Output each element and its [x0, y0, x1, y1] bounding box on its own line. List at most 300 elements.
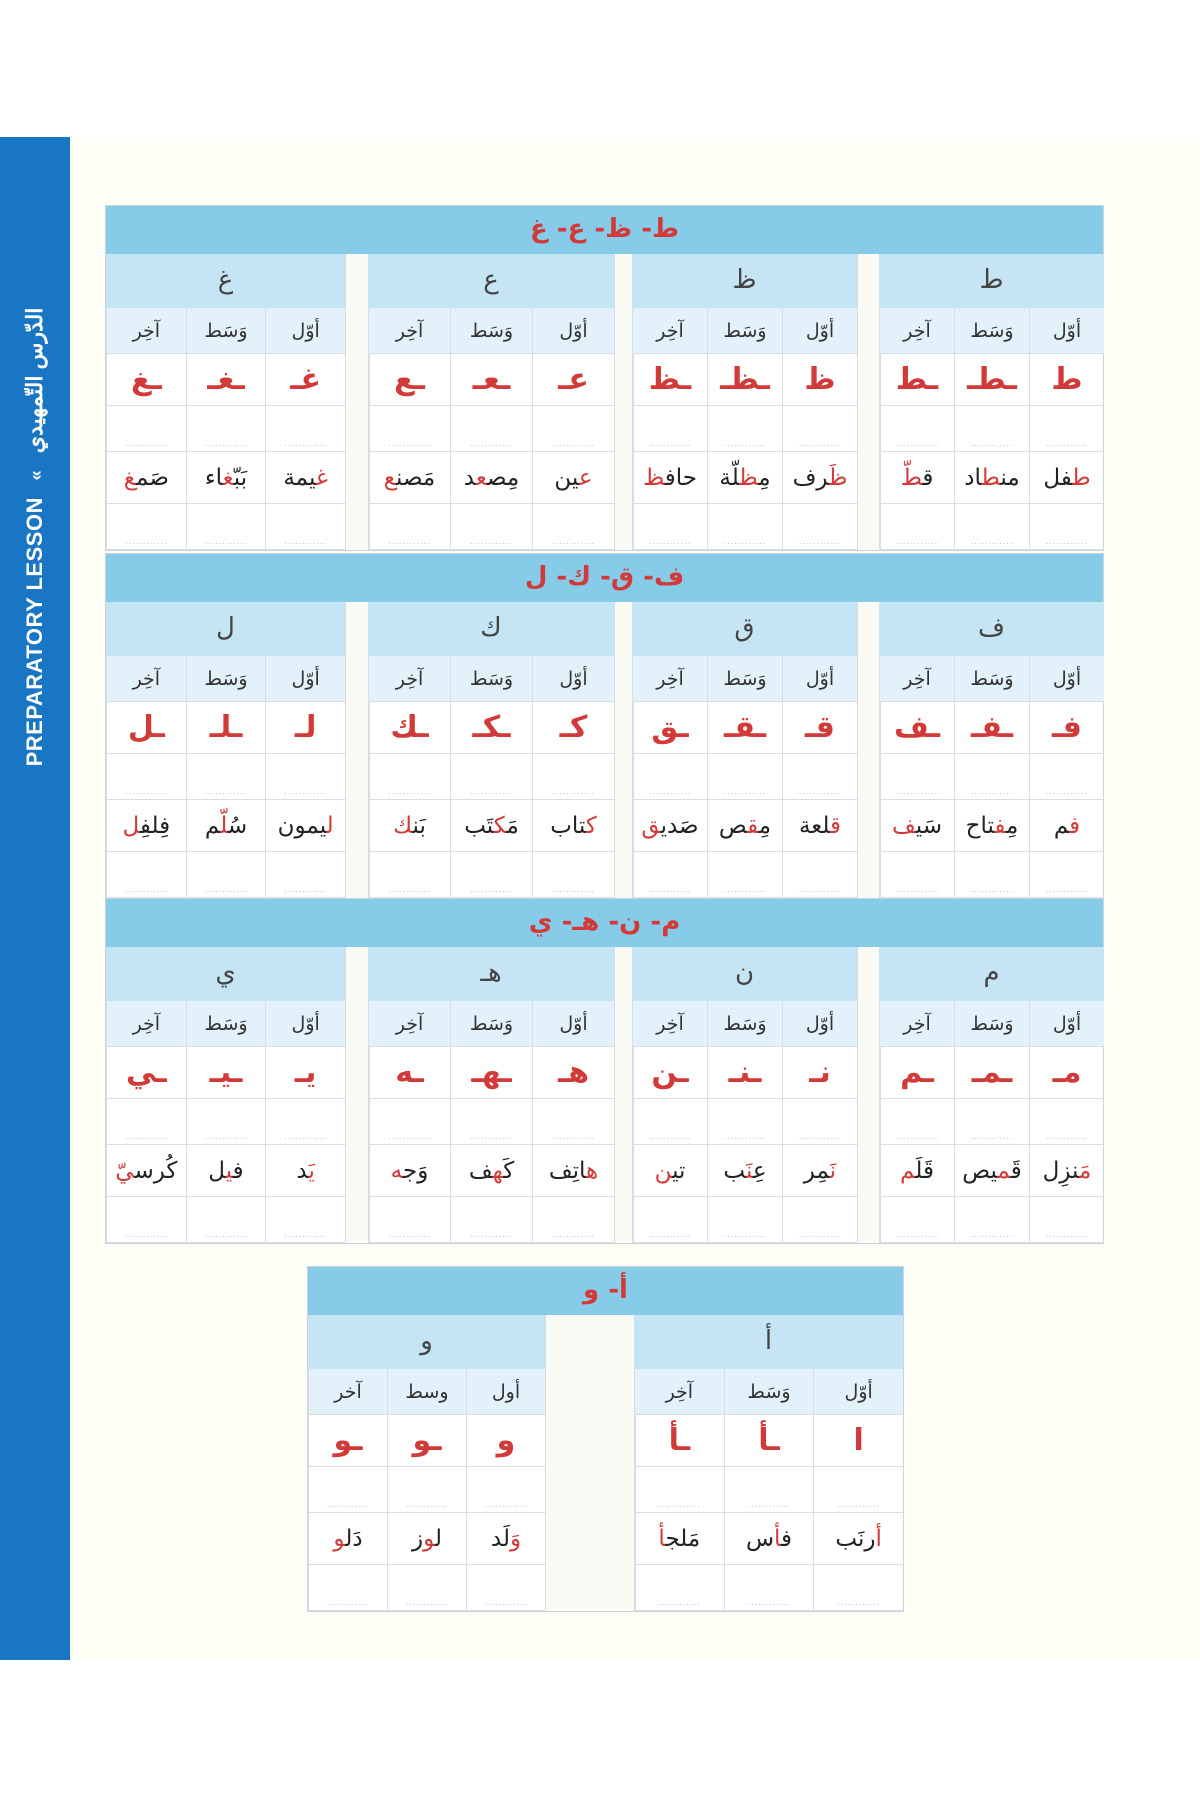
word-highlighted-letter: ظ [829, 465, 848, 491]
writing-line[interactable] [879, 406, 954, 452]
writing-line[interactable] [186, 406, 266, 452]
letter-form: هـ [532, 1047, 614, 1099]
writing-line[interactable] [954, 754, 1029, 800]
word-highlighted-letter: ع [578, 465, 593, 491]
letter-group [879, 947, 1104, 1243]
writing-line[interactable] [186, 754, 266, 800]
position-label: آخِر [106, 308, 186, 354]
writing-line[interactable] [782, 504, 857, 550]
position-label: وَسَط [707, 308, 782, 354]
letter-form: ـلـ [186, 702, 266, 754]
word-text [464, 813, 519, 839]
writing-line[interactable] [265, 406, 345, 452]
word-part: د [463, 465, 476, 491]
word-text [962, 1158, 1021, 1184]
word-text [1043, 1158, 1092, 1184]
example-word [106, 800, 186, 852]
writing-line[interactable] [813, 1565, 903, 1611]
example-word [707, 452, 782, 504]
word-highlighted-letter: ظ [739, 465, 759, 491]
position-label: وَسَط [724, 1369, 814, 1415]
example-word [707, 800, 782, 852]
word-text [278, 813, 334, 839]
word-text [550, 813, 597, 839]
letter-form: ـكـ [450, 702, 532, 754]
word-part: يمون [277, 813, 327, 839]
writing-line[interactable] [186, 504, 266, 550]
writing-line[interactable] [387, 1467, 466, 1513]
word-highlighted-letter: ن [654, 1158, 673, 1184]
word-part: اد [964, 465, 982, 491]
letter-form: ط [1029, 354, 1104, 406]
writing-line[interactable] [1029, 852, 1104, 898]
word-text [283, 465, 328, 491]
writing-line[interactable] [707, 504, 782, 550]
example-word [724, 1513, 814, 1565]
example-word [879, 800, 954, 852]
letter-form: قـ [782, 702, 857, 754]
letter-block [307, 1266, 904, 1612]
writing-line[interactable] [450, 1197, 532, 1243]
word-part: فِلفِ [139, 813, 171, 839]
writing-line[interactable] [782, 852, 857, 898]
word-text [554, 465, 592, 491]
word-part: كَ [503, 1158, 515, 1184]
word-part: م [1053, 813, 1070, 839]
word-text [719, 465, 770, 491]
group-letter: ق [632, 602, 857, 657]
position-label: أول [466, 1369, 545, 1415]
word-text [122, 813, 170, 839]
writing-line[interactable] [265, 504, 345, 550]
word-part: مَلج [665, 1526, 701, 1552]
writing-line[interactable] [450, 1099, 532, 1145]
word-highlighted-letter: أ [658, 1526, 666, 1552]
word-highlighted-letter: ع [475, 465, 487, 491]
group-gap [345, 254, 370, 550]
word-part: تاب [550, 813, 586, 839]
position-label: أوّل [532, 656, 614, 702]
word-text [491, 1526, 521, 1552]
writing-line[interactable] [368, 406, 450, 452]
group-gap [857, 947, 881, 1243]
writing-line[interactable] [879, 852, 954, 898]
writing-line[interactable] [707, 1197, 782, 1243]
word-part: صَم [136, 465, 169, 491]
position-label: آخِر [634, 1369, 724, 1415]
word-part: ز [411, 1526, 424, 1552]
letter-group [368, 602, 614, 898]
example-word [532, 452, 614, 504]
word-text [892, 813, 942, 839]
block-header: ف- ق- ك- ل [106, 554, 1103, 603]
letter-form: غـ [265, 354, 345, 406]
word-highlighted-letter: ن [745, 1158, 753, 1184]
letter-form: نـ [782, 1047, 857, 1099]
block-header: ط- ظ- ع- غ [106, 206, 1103, 255]
word-part: يمة [283, 465, 316, 491]
writing-line[interactable] [387, 1565, 466, 1611]
writing-line[interactable] [954, 406, 1029, 452]
example-word [532, 800, 614, 852]
letter-form: ـه [368, 1047, 450, 1099]
writing-line[interactable] [265, 754, 345, 800]
writing-line[interactable] [879, 1099, 954, 1145]
word-highlighted-letter: ع [383, 465, 397, 491]
group-gap [345, 947, 370, 1243]
example-word [450, 452, 532, 504]
position-label: وَسَط [450, 1001, 532, 1047]
letter-form: ـع [368, 354, 450, 406]
word-highlighted-letter: غ [123, 465, 137, 491]
example-word [632, 1145, 707, 1197]
writing-line[interactable] [532, 406, 614, 452]
letter-form: ـق [632, 702, 707, 754]
writing-line[interactable] [450, 852, 532, 898]
word-highlighted-letter: ط [1072, 465, 1091, 491]
position-label: أوّل [532, 1001, 614, 1047]
word-part: ين [554, 465, 579, 491]
word-text [549, 1158, 598, 1184]
writing-line[interactable] [368, 504, 450, 550]
letter-form: ـقـ [707, 702, 782, 754]
letter-form: ـمـ [954, 1047, 1029, 1099]
letter-form: مـ [1029, 1047, 1104, 1099]
position-label: أوّل [265, 656, 345, 702]
writing-line[interactable] [186, 1197, 266, 1243]
writing-line[interactable] [186, 852, 266, 898]
letter-form: ـظ [632, 354, 707, 406]
letter-group [879, 602, 1104, 898]
writing-line[interactable] [106, 406, 186, 452]
example-word [1029, 452, 1104, 504]
lesson-title-english: PREPARATORY LESSON [22, 497, 47, 767]
letter-block [105, 553, 1104, 899]
writing-line[interactable] [782, 754, 857, 800]
group-gap [857, 254, 881, 550]
letter-group [632, 602, 857, 898]
example-word [954, 1145, 1029, 1197]
word-highlighted-letter: ك [393, 813, 413, 839]
writing-line[interactable] [532, 1197, 614, 1243]
writing-line[interactable] [782, 1099, 857, 1145]
letter-form: ـأ [634, 1415, 724, 1467]
writing-line[interactable] [532, 852, 614, 898]
word-part: اء [204, 465, 223, 491]
example-word [106, 452, 186, 504]
writing-line[interactable] [106, 754, 186, 800]
word-part: تَب [464, 813, 494, 839]
letter-form: ـو [387, 1415, 466, 1467]
position-label: وَسَط [954, 656, 1029, 702]
writing-line[interactable] [954, 852, 1029, 898]
letter-form: ـيـ [186, 1047, 266, 1099]
page-number: ١١ [22, 1729, 52, 1759]
group-gap [614, 947, 634, 1243]
letter-group [106, 602, 345, 898]
example-word [387, 1513, 466, 1565]
word-text [643, 465, 697, 491]
example-word [186, 800, 266, 852]
position-label: أوّل [532, 308, 614, 354]
position-label: وَسَط [954, 1001, 1029, 1047]
group-gap [545, 1315, 636, 1611]
writing-line[interactable] [450, 754, 532, 800]
group-letter: ن [632, 947, 857, 1002]
word-text [901, 465, 934, 491]
word-highlighted-letter: ط [981, 465, 1001, 491]
letter-form: ا [813, 1415, 903, 1467]
group-gap [857, 602, 881, 898]
example-word [265, 1145, 345, 1197]
word-highlighted-letter: ق [747, 813, 759, 839]
word-part: يص [962, 1158, 998, 1184]
word-text [835, 1526, 881, 1552]
word-part: ف [468, 1158, 493, 1184]
writing-line[interactable] [879, 754, 954, 800]
group-letter: ع [368, 254, 614, 309]
letter-form: ـهـ [450, 1047, 532, 1099]
letter-group [106, 947, 345, 1243]
group-letter: ل [106, 602, 345, 657]
letter-form: فـ [1029, 702, 1104, 754]
letter-form: ـط [879, 354, 954, 406]
word-part: قَلَ [915, 1158, 934, 1184]
writing-line[interactable] [707, 1099, 782, 1145]
group-letter: ك [368, 602, 614, 657]
letter-form: و [466, 1415, 545, 1467]
example-word [368, 1145, 450, 1197]
writing-line[interactable] [1029, 754, 1104, 800]
writing-line[interactable] [265, 1099, 345, 1145]
writing-line[interactable] [707, 754, 782, 800]
writing-line[interactable] [368, 1197, 450, 1243]
example-word [265, 452, 345, 504]
writing-line[interactable] [466, 1565, 545, 1611]
writing-line[interactable] [707, 406, 782, 452]
writing-line[interactable] [532, 1099, 614, 1145]
word-highlighted-letter: ه [586, 1158, 599, 1184]
word-part: بَن [412, 813, 426, 839]
writing-line[interactable] [265, 852, 345, 898]
writing-line[interactable] [106, 504, 186, 550]
letter-group [308, 1315, 545, 1611]
letter-group [632, 254, 857, 550]
word-part: ف [232, 1158, 244, 1184]
word-part: سُ [227, 813, 248, 839]
word-text [115, 1158, 177, 1184]
writing-line[interactable] [368, 754, 450, 800]
word-highlighted-letter: ك [585, 813, 597, 839]
writing-line[interactable] [634, 1467, 724, 1513]
writing-line[interactable] [632, 504, 707, 550]
writing-line[interactable] [879, 1197, 954, 1243]
position-label: أوّل [782, 1001, 857, 1047]
writing-line[interactable] [1029, 1099, 1104, 1145]
example-word [308, 1513, 387, 1565]
example-word [466, 1513, 545, 1565]
letter-form: ـن [632, 1047, 707, 1099]
writing-line[interactable] [813, 1467, 903, 1513]
word-highlighted-letter: ه [390, 1158, 403, 1184]
word-text [412, 1526, 442, 1552]
writing-line[interactable] [632, 406, 707, 452]
writing-line[interactable] [634, 1565, 724, 1611]
letter-form: ـفـ [954, 702, 1029, 754]
word-text [205, 813, 247, 839]
letter-block [105, 205, 1104, 551]
example-word [186, 452, 266, 504]
word-part: مِ [758, 465, 771, 491]
writing-line[interactable] [879, 504, 954, 550]
word-part: مِص [486, 465, 520, 491]
letter-form: يـ [265, 1047, 345, 1099]
word-part: ق [922, 465, 934, 491]
position-label: أوّل [1029, 656, 1104, 702]
example-word [879, 452, 954, 504]
word-part: لّة [719, 465, 740, 491]
word-part: ص [718, 813, 748, 839]
group-gap [614, 602, 634, 898]
letter-form: لـ [265, 702, 345, 754]
position-label: وَسَط [450, 308, 532, 354]
word-highlighted-letter: م [1079, 1158, 1092, 1184]
writing-line[interactable] [450, 406, 532, 452]
position-label: آخِر [368, 656, 450, 702]
chevrons-icon: « [26, 469, 46, 481]
word-part: فل [1043, 465, 1073, 491]
word-part: ّم [204, 813, 221, 839]
example-word [634, 1513, 724, 1565]
group-letter: و [308, 1315, 545, 1370]
writing-line[interactable] [724, 1467, 814, 1513]
word-part: مِ [758, 813, 772, 839]
writing-line[interactable] [106, 852, 186, 898]
letter-form: ـو [308, 1415, 387, 1467]
block-header: م- ن- هـ- ي [106, 899, 1103, 948]
group-letter: غ [106, 254, 345, 309]
word-text [333, 1526, 362, 1552]
writing-line[interactable] [265, 1197, 345, 1243]
word-text [464, 465, 519, 491]
example-word [879, 1145, 954, 1197]
writing-line[interactable] [632, 1099, 707, 1145]
writing-line[interactable] [954, 504, 1029, 550]
word-highlighted-letter: طّ [900, 465, 923, 491]
word-part: كُرس [134, 1158, 178, 1184]
word-highlighted-letter: ق [641, 813, 661, 839]
word-part: اتِف [548, 1158, 587, 1184]
word-text [641, 813, 698, 839]
writing-line[interactable] [368, 1099, 450, 1145]
letter-group [368, 947, 614, 1243]
letter-form: عـ [532, 354, 614, 406]
word-highlighted-letter: ظ [642, 465, 665, 491]
word-part: تي [672, 1158, 686, 1184]
writing-line[interactable] [532, 504, 614, 550]
example-word [632, 800, 707, 852]
writing-line[interactable] [782, 406, 857, 452]
writing-line[interactable] [450, 504, 532, 550]
writing-line[interactable] [724, 1565, 814, 1611]
writing-line[interactable] [368, 852, 450, 898]
word-highlighted-letter: ن [829, 1158, 837, 1184]
word-text [746, 1526, 792, 1552]
word-part: صَدي [660, 813, 699, 839]
writing-line[interactable] [106, 1197, 186, 1243]
example-word [450, 800, 532, 852]
writing-line[interactable] [954, 1197, 1029, 1243]
group-letter: م [879, 947, 1104, 1002]
word-part: قَ [1010, 1158, 1022, 1184]
example-word [782, 452, 857, 504]
writing-line[interactable] [782, 1197, 857, 1243]
writing-line[interactable] [466, 1467, 545, 1513]
word-highlighted-letter: و [423, 1526, 435, 1552]
position-label: آخِر [632, 308, 707, 354]
example-word [1029, 1145, 1104, 1197]
writing-line[interactable] [707, 852, 782, 898]
example-word [813, 1513, 903, 1565]
word-highlighted-letter: ك [493, 813, 507, 839]
letter-form: ـك [368, 702, 450, 754]
word-text [384, 465, 435, 491]
position-label: أوّل [782, 308, 857, 354]
group-gap [614, 254, 634, 550]
word-text [658, 1526, 700, 1552]
position-label: أوّل [1029, 1001, 1104, 1047]
position-label: أوّل [813, 1369, 903, 1415]
position-label: وَسَط [186, 656, 266, 702]
word-highlighted-letter: ل [220, 813, 228, 839]
example-word [782, 800, 857, 852]
writing-line[interactable] [1029, 1197, 1104, 1243]
letter-form: ظ [782, 354, 857, 406]
word-part: َمِر [803, 1158, 830, 1184]
writing-line[interactable] [632, 852, 707, 898]
writing-line[interactable] [632, 754, 707, 800]
letter-form: ـم [879, 1047, 954, 1099]
word-part: حاف [664, 465, 698, 491]
writing-line[interactable] [106, 1099, 186, 1145]
word-part: َب [723, 1158, 746, 1184]
writing-line[interactable] [186, 1099, 266, 1145]
position-label: آخر [308, 1369, 387, 1415]
word-highlighted-letter: ي [225, 1158, 233, 1184]
example-word [368, 452, 450, 504]
word-part: َرف [792, 465, 830, 491]
letter-group [634, 1315, 903, 1611]
writing-line[interactable] [308, 1565, 387, 1611]
writing-line[interactable] [632, 1197, 707, 1243]
word-highlighted-letter: ف [1069, 813, 1081, 839]
group-letter: هـ [368, 947, 614, 1002]
word-part: ل [208, 1158, 226, 1184]
word-text [719, 813, 771, 839]
writing-line[interactable] [532, 754, 614, 800]
word-highlighted-letter: ف [994, 813, 1007, 839]
word-part: رنَب [835, 1526, 876, 1552]
word-text [124, 465, 169, 491]
writing-line[interactable] [1029, 406, 1104, 452]
example-word [450, 1145, 532, 1197]
writing-line[interactable] [1029, 504, 1104, 550]
position-label: أوّل [265, 308, 345, 354]
word-text [205, 465, 247, 491]
letter-form: ـأ [724, 1415, 814, 1467]
writing-line[interactable] [308, 1467, 387, 1513]
writing-line[interactable] [954, 1099, 1029, 1145]
